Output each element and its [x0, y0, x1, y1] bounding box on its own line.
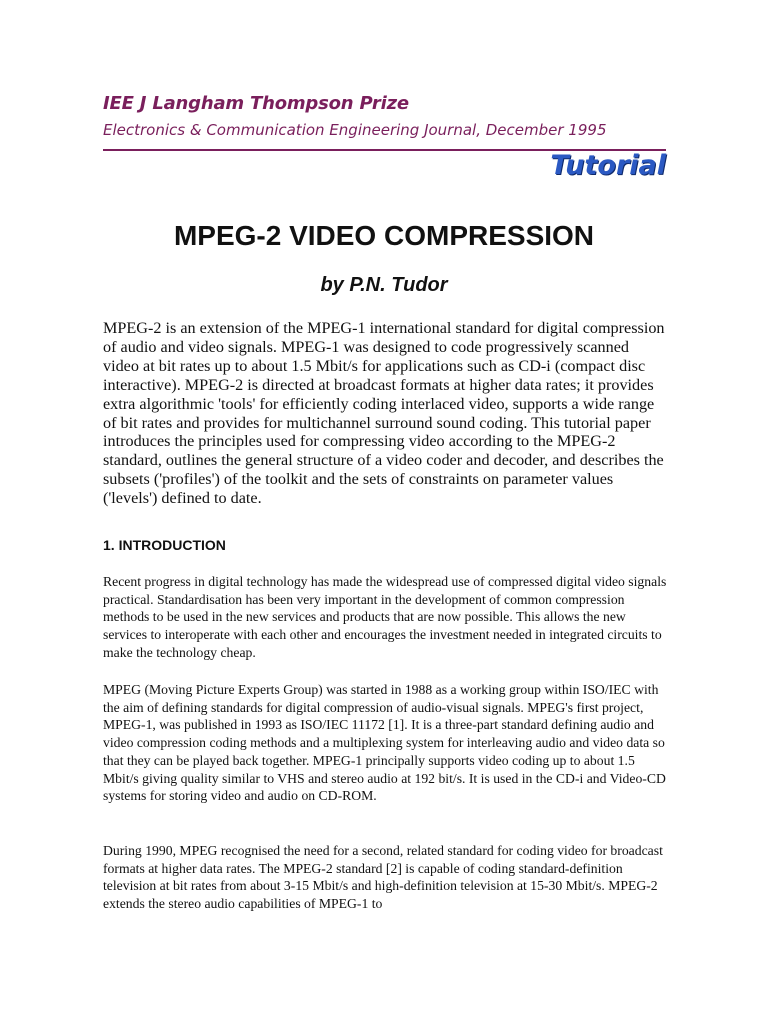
body-paragraph: During 1990, MPEG recognised the need for a second, related standard for coding video for broadcast formats at higher data rates. The MPEG-2 standard [2] is capable of coding standard-definition television at bit rates from about 3-15 Mbit/s and high-definition television at 15-30 Mbit/s. MPEG-2 extends the stereo audio capabilities of MPEG-1 to: [103, 843, 663, 912]
article-title: MPEG-2 VIDEO COMPRESSION: [173, 220, 595, 251]
body-paragraph: MPEG (Moving Picture Experts Group) was started in 1988 as a working group within ISO/IEC with the aim of defining standards for digital compression of audio-visual signals. MPEG's first project, MPEG-1, was published in 1993 as ISO/IEC 11172 [1]. It is a three-part standard defining audio and video compression coding methods and a multiplexing system for interleaving audio and video data so that they can be played back together. MPEG-1 principally supports video coding up to about 1.5 Mbit/s giving quality similar to VHS and stereo audio at 192 bit/s. It is used in the CD-i and Video-CD systems for storing video and audio on CD-ROM.: [103, 682, 666, 804]
abstract-paragraph: MPEG-2 is an extension of the MPEG-1 international standard for digital compression of audio and video signals. MPEG-1 was designed to code progressively scanned video at bit rates up to about 1.5 Mbit/s for applications such as CD-i (compact disc interactive). MPEG-2 is directed at broadcast formats at higher data rates; it provides extra algorithmic 'tools' for efficiently coding interlaced video, supports a wide range of bit rates and provides for multichannel surround sound coding. This tutorial paper introduces the principles used for compressing video according to the MPEG-2 standard, outlines the general structure of a video coder and decoder, and describes the subsets ('profiles') of the toolkit and the sets of constraints on parameter values ('levels') defined to date.: [103, 319, 665, 508]
prize-heading: IEE J Langham Thompson Prize: [103, 93, 409, 114]
journal-citation: Electronics & Communication Engineering Journal, December 1995: [103, 121, 607, 139]
section-heading-introduction: 1. INTRODUCTION: [103, 537, 226, 553]
tutorial-label: Tutorial: [550, 150, 666, 181]
article-author: by P.N. Tudor: [320, 274, 448, 296]
body-paragraph: Recent progress in digital technology has made the widespread use of compressed digital video signals practical. Standardisation has been very important in the development of common compression methods to be used in the new services and products that are now possible. This allows the new services to interoperate with each other and encourages the investment needed in integrated circuits to make the technology cheap.: [103, 574, 667, 660]
